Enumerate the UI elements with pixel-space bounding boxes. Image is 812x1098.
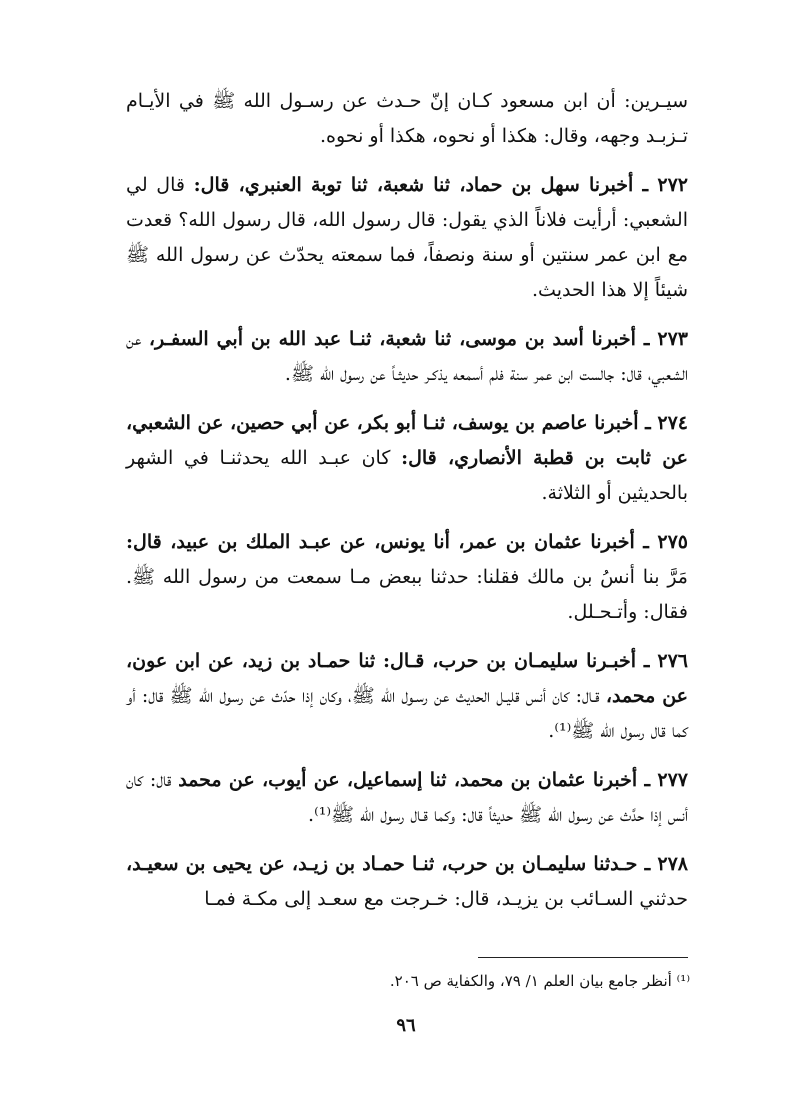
paragraph-body: قال لي الشعبي: أرأيت فلاناً الذي يقول: قال رسول الله، قال رسول الله؟ قعدت مع ابن عمر سنتين أو سنة ونصفاً، فما سمعته يحدّث عن رسول الله ﷺ شيئاً إلا هذا الحديث. xyxy=(126,174,688,301)
paragraph-lead: ٢٧٧ ـ أخبرنا عثمان بن محمد، ثنا إسماعيل، عن أيوب، عن محمد xyxy=(178,769,688,791)
paragraph-lead: ٢٧٣ ـ أخبرنا أسد بن موسى، ثنا شعبة، ثنـا عبد الله بن أبي السفـر، xyxy=(148,328,688,350)
main-text xyxy=(126,84,688,917)
paragraph-body: سيـرين: أن ابن مسعود كـان إنّ حـدث عن رسـول الله ﷺ في الأيـام تـزبـد وجهه، وقال: هكذا أو نحوه، هكذا أو نحوه. xyxy=(126,90,688,147)
hadith-278 xyxy=(126,847,688,917)
paragraph-lead: ٢٧٨ ـ حـدثنا سليمـان بن حرب، ثنـا حمـاد بن زيـد، عن يحيى بن سعيـد، xyxy=(126,853,688,875)
footnote-divider xyxy=(478,957,688,958)
paragraph-lead: ٢٧٢ ـ أخبرنا سهل بن حماد، ثنا شعبة، ثنا توبة العنبري، قال: xyxy=(193,174,688,196)
paragraph-body: كان عبـد الله يحدثنـا في الشهر بالحديثين أو الثلاثة. xyxy=(126,447,688,504)
paragraph-body: مَرَّ بنا أنسُ بن مالك فقلنا: حدثنا ببعض مـا سمعت من رسول الله ﷺ. فقال: وأتـحـلل. xyxy=(126,566,688,623)
page-number: ٩٦ xyxy=(396,1015,416,1036)
hadith-273 xyxy=(126,322,688,392)
hadith-275 xyxy=(126,525,688,630)
paragraph-lead: ٢٧٤ ـ أخبرنا عاصم بن يوسف، ثنـا أبو بكر، عن أبي حصين، عن الشعبي، عن ثابت بن قطبة الأنصاري، قال: xyxy=(126,412,688,469)
hadith-277 xyxy=(126,763,688,833)
hadith-274 xyxy=(126,406,688,511)
footnote: ⁽¹⁾ أنظر جامع بيان العلم ١/ ٧٩، والكفاية ص ٢٠٦. xyxy=(389,972,690,990)
hadith-276 xyxy=(126,644,688,749)
paragraph-body: حدثني السـائب بن يزيـد، قال: خـرجت مع سعـد إلى مكـة فمـا xyxy=(204,888,688,910)
paragraph-lead: ٢٧٦ ـ أخبـرنا سليمـان بن حرب، قـال: ثنا حمـاد بن زيد، عن ابن عون، عن محمد، xyxy=(126,650,688,707)
paragraph-body: قـال: كان أنس قليـل الحديث عن رسـول الله ﷺ، وكان إذا حدّث عن رسول الله ﷺ قال: أو كما قال رسول الله ﷺ⁽¹⁾. xyxy=(126,685,688,742)
paragraph-continuation xyxy=(126,84,688,154)
paragraph-body: قال: كان أنس إذا حدَّث عن رسول الله ﷺ حديثاً قال: وكما قـال رسول الله ﷺ⁽¹⁾. xyxy=(126,769,688,826)
hadith-272 xyxy=(126,168,688,308)
paragraph-body: عن الشعبي، قال: جالست ابن عمر سنة فلم أسمعه يذكـر حديثـاً عن رسول الله ﷺ. xyxy=(126,328,688,385)
paragraph-lead: ٢٧٥ ـ أخبرنا عثمان بن عمر، أنا يونس، عن عبـد الملك بن عبيد، قال: xyxy=(126,531,688,553)
